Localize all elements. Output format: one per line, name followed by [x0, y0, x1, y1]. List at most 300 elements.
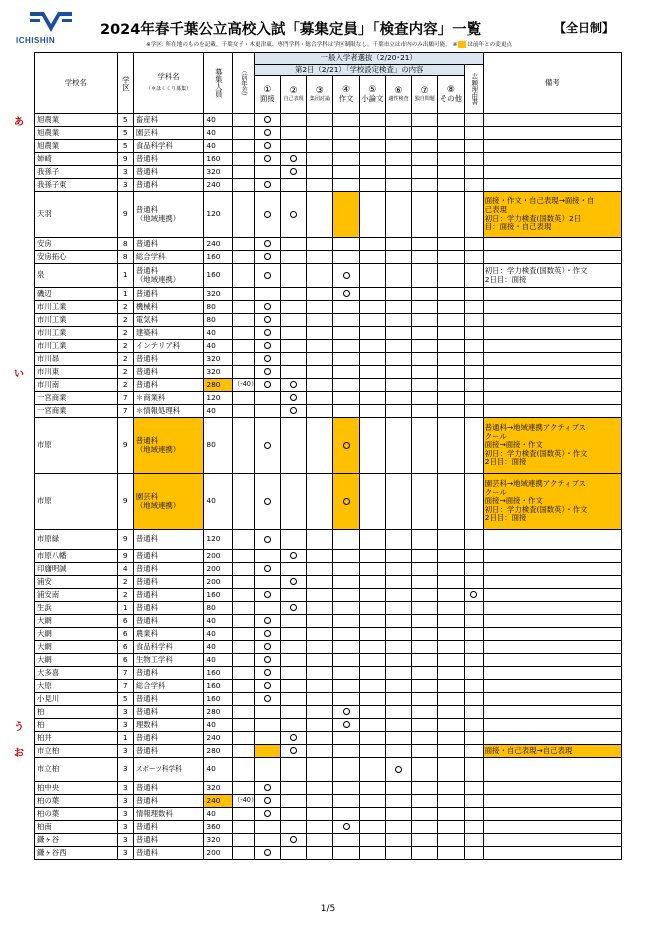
check-cell-8: [438, 353, 464, 366]
reason-cell: [464, 405, 483, 418]
check-cell-1: [254, 680, 280, 693]
school-name: 市川工業: [35, 314, 118, 327]
check-cell-3: [307, 782, 333, 795]
remarks-cell: [483, 589, 621, 602]
check-mark-icon: [343, 823, 350, 830]
table-row: [35, 379, 622, 392]
table-row: [35, 127, 622, 140]
remarks-cell: [483, 238, 621, 251]
district-number: 6: [117, 615, 133, 628]
check-mark-icon: [264, 342, 271, 349]
check-cell-6: [385, 576, 411, 589]
capacity-change: [232, 405, 254, 418]
capacity-value: 80: [204, 418, 232, 474]
check-cell-4: [333, 745, 359, 758]
check-cell-6: [385, 719, 411, 732]
check-cell-6: [385, 654, 411, 667]
school-name: 一宮商業: [35, 405, 118, 418]
check-cell-6: [385, 602, 411, 615]
check-cell-6: [385, 353, 411, 366]
check-cell-4: [333, 166, 359, 179]
check-cell-2: [281, 847, 307, 860]
check-cell-4: [333, 719, 359, 732]
district-number: 3: [117, 847, 133, 860]
department-name: [133, 353, 204, 366]
remark-line: 目：面接・自己表現: [484, 222, 552, 232]
district-number: 7: [117, 667, 133, 680]
capacity-value: 160: [204, 667, 232, 680]
check-cell-6: [385, 314, 411, 327]
check-cell-6: [385, 680, 411, 693]
check-cell-4: [333, 474, 359, 530]
department-name: [133, 795, 204, 808]
check-cell-3: [307, 238, 333, 251]
check-cell-7: [412, 392, 438, 405]
capacity-change: [232, 140, 254, 153]
table-row: [35, 353, 622, 366]
capacity-change: [232, 327, 254, 340]
capacity-change: [232, 732, 254, 745]
department-name: [133, 719, 204, 732]
check-cell-8: [438, 615, 464, 628]
check-mark-icon: [264, 784, 271, 791]
check-cell-5: [359, 808, 385, 821]
check-cell-6: [385, 474, 411, 530]
kana-index-marker: う: [14, 721, 24, 733]
check-cell-4: [333, 821, 359, 834]
check-cell-7: [412, 353, 438, 366]
check-cell-5: [359, 238, 385, 251]
page-note: [146, 40, 512, 48]
remarks-cell: [483, 474, 621, 530]
department-line: 電気科: [135, 314, 158, 324]
school-name: 柏の葉: [35, 795, 118, 808]
table-row: [35, 758, 622, 782]
district-number: 1: [117, 288, 133, 301]
school-name: 大網: [35, 615, 118, 628]
check-cell-6: [385, 327, 411, 340]
check-cell-1: [254, 589, 280, 602]
district-number: 2: [117, 379, 133, 392]
school-name: 柏南: [35, 821, 118, 834]
district-number: 9: [117, 530, 133, 550]
check-number: ⑥: [394, 86, 403, 97]
check-cell-1: [254, 706, 280, 719]
reason-cell: [464, 628, 483, 641]
check-mark-icon: [290, 168, 297, 175]
capacity-change: [232, 530, 254, 550]
capacity-change: [232, 474, 254, 530]
check-cell-1: [254, 732, 280, 745]
capacity-value: 120: [204, 392, 232, 405]
check-cell-1: [254, 114, 280, 127]
check-cell-7: [412, 238, 438, 251]
check-cell-5: [359, 114, 385, 127]
check-mark-icon: [264, 591, 271, 598]
check-cell-7: [412, 314, 438, 327]
department-line: 普通科: [135, 550, 158, 560]
check-cell-1: [254, 821, 280, 834]
check-cell-6: [385, 782, 411, 795]
col-remarks: 備考: [483, 53, 621, 114]
check-cell-5: [359, 353, 385, 366]
check-cell-3: [307, 654, 333, 667]
check-cell-4: [333, 340, 359, 353]
check-cell-2: [281, 392, 307, 405]
check-mark-icon: [290, 155, 297, 162]
check-cell-5: [359, 706, 385, 719]
department-name: [133, 288, 204, 301]
check-cell-3: [307, 314, 333, 327]
district-number: 3: [117, 745, 133, 758]
check-cell-8: [438, 808, 464, 821]
check-cell-4: [333, 301, 359, 314]
capacity-change: [232, 127, 254, 140]
check-cell-4: [333, 758, 359, 782]
check-cell-6: [385, 264, 411, 288]
check-mark-icon: [264, 129, 271, 136]
table-row: [35, 166, 622, 179]
reason-cell: [464, 264, 483, 288]
department-line: 普通科: [135, 379, 158, 389]
department-line: 普通科: [135, 782, 158, 792]
table-row: [35, 340, 622, 353]
check-mark-icon: [290, 747, 297, 754]
check-cell-6: [385, 127, 411, 140]
reason-cell: [464, 353, 483, 366]
table-row: [35, 530, 622, 550]
check-cell-1: [254, 418, 280, 474]
remarks-cell: [483, 127, 621, 140]
check-number: ①: [263, 85, 272, 96]
department-name: [133, 340, 204, 353]
col-check-5: [359, 76, 385, 114]
check-cell-6: [385, 563, 411, 576]
capacity-change: [232, 821, 254, 834]
capacity-value: 320: [204, 834, 232, 847]
ichishin-logo-icon: [28, 10, 74, 34]
check-cell-5: [359, 301, 385, 314]
department-name: [133, 654, 204, 667]
capacity-value: 40: [204, 641, 232, 654]
department-name: [133, 615, 204, 628]
table-row: [35, 719, 622, 732]
capacity-change: [232, 288, 254, 301]
remark-line: 初日：学力検査(国数英）・作文: [484, 448, 588, 458]
department-line: 総合学科: [135, 251, 166, 261]
check-cell-3: [307, 264, 333, 288]
table-row: [35, 847, 622, 860]
col-change: （前年差）: [232, 53, 254, 114]
district-number: 3: [117, 782, 133, 795]
check-cell-4: [333, 366, 359, 379]
capacity-change: [232, 745, 254, 758]
check-cell-2: [281, 530, 307, 550]
capacity-change: [232, 641, 254, 654]
check-cell-1: [254, 179, 280, 192]
remarks-cell: [483, 847, 621, 860]
remark-line: クール: [484, 431, 507, 441]
check-cell-1: [254, 758, 280, 782]
check-cell-3: [307, 550, 333, 563]
table-row: [35, 392, 622, 405]
district-number: 3: [117, 179, 133, 192]
capacity-change: [232, 834, 254, 847]
check-cell-6: [385, 847, 411, 860]
col-capacity: 募集人員: [204, 53, 232, 114]
check-cell-4: [333, 114, 359, 127]
capacity-value: 200: [204, 563, 232, 576]
logo-text: ICHISHIN: [16, 36, 56, 45]
capacity-change: [232, 589, 254, 602]
check-cell-3: [307, 366, 333, 379]
check-cell-4: [333, 654, 359, 667]
table-row: [35, 667, 622, 680]
check-number: ⑤: [368, 85, 377, 96]
district-number: 1: [117, 732, 133, 745]
school-name: 浦安: [35, 576, 118, 589]
check-cell-3: [307, 530, 333, 550]
district-number: 2: [117, 576, 133, 589]
capacity-change: （-40）: [232, 379, 254, 392]
school-name: 磯辺: [35, 288, 118, 301]
table-row: [35, 808, 622, 821]
reason-cell: [464, 706, 483, 719]
check-cell-5: [359, 127, 385, 140]
col-check-1: [254, 76, 280, 114]
school-name: 市立柏: [35, 745, 118, 758]
check-cell-7: [412, 589, 438, 602]
district-number: 3: [117, 719, 133, 732]
check-cell-1: [254, 628, 280, 641]
check-cell-1: [254, 264, 280, 288]
check-cell-8: [438, 140, 464, 153]
check-cell-5: [359, 602, 385, 615]
check-cell-6: [385, 641, 411, 654]
check-cell-4: [333, 405, 359, 418]
remarks-cell: [483, 251, 621, 264]
school-name: 大網: [35, 641, 118, 654]
capacity-value: 40: [204, 628, 232, 641]
department-line: 普通科: [135, 834, 158, 844]
capacity-value: 40: [204, 114, 232, 127]
check-cell-5: [359, 288, 385, 301]
check-cell-5: [359, 192, 385, 238]
check-cell-6: [385, 379, 411, 392]
capacity-change: [232, 667, 254, 680]
check-cell-1: [254, 576, 280, 589]
district-number: 3: [117, 808, 133, 821]
department-name: [133, 834, 204, 847]
school-name: 市川東: [35, 366, 118, 379]
table-row: [35, 821, 622, 834]
check-cell-7: [412, 550, 438, 563]
check-cell-5: [359, 667, 385, 680]
capacity-value: 360: [204, 821, 232, 834]
capacity-change: [232, 179, 254, 192]
check-cell-8: [438, 192, 464, 238]
reason-cell: [464, 238, 483, 251]
check-mark-icon: [470, 591, 477, 598]
col-general: 一般入学者選抜（2/20･21）: [254, 53, 483, 65]
check-cell-4: [333, 288, 359, 301]
reason-cell: [464, 153, 483, 166]
capacity-change: （-40）: [232, 795, 254, 808]
check-cell-2: [281, 127, 307, 140]
table-row: [35, 654, 622, 667]
reason-cell: [464, 745, 483, 758]
capacity-change: [232, 166, 254, 179]
district-number: 2: [117, 340, 133, 353]
table-row: [35, 782, 622, 795]
check-cell-8: [438, 327, 464, 340]
table-row: [35, 192, 622, 238]
capacity-change: [232, 847, 254, 860]
check-mark-icon: [343, 721, 350, 728]
table-row: [35, 418, 622, 474]
check-cell-6: [385, 140, 411, 153]
capacity-value: 280: [204, 745, 232, 758]
check-cell-7: [412, 693, 438, 706]
check-cell-1: [254, 745, 280, 758]
kana-index-marker: い: [14, 368, 24, 380]
remarks-cell: [483, 192, 621, 238]
check-mark-icon: [264, 329, 271, 336]
check-cell-5: [359, 563, 385, 576]
remarks-cell: [483, 732, 621, 745]
check-cell-2: [281, 140, 307, 153]
school-name: 天羽: [35, 192, 118, 238]
col-check-2: [281, 76, 307, 114]
check-cell-6: [385, 667, 411, 680]
check-cell-2: [281, 563, 307, 576]
check-cell-2: [281, 654, 307, 667]
capacity-change: [232, 392, 254, 405]
table-row: [35, 834, 622, 847]
check-cell-6: [385, 366, 411, 379]
department-line: 普通科: [135, 366, 158, 376]
table-row: [35, 615, 622, 628]
check-cell-3: [307, 392, 333, 405]
reason-cell: [464, 782, 483, 795]
capacity-change: [232, 192, 254, 238]
school-name: 大網: [35, 654, 118, 667]
remarks-cell: [483, 628, 621, 641]
check-number: ③: [315, 86, 324, 97]
check-cell-1: [254, 379, 280, 392]
check-cell-1: [254, 530, 280, 550]
school-name: 市川南: [35, 379, 118, 392]
check-cell-7: [412, 706, 438, 719]
check-label: 小論文: [361, 94, 384, 104]
check-mark-icon: [264, 381, 271, 388]
check-cell-1: [254, 314, 280, 327]
check-cell-7: [412, 782, 438, 795]
district-number: 2: [117, 366, 133, 379]
check-mark-icon: [264, 797, 271, 804]
check-cell-7: [412, 140, 438, 153]
capacity-change: [232, 238, 254, 251]
check-mark-icon: [264, 669, 271, 676]
capacity-change: [232, 693, 254, 706]
reason-cell: [464, 140, 483, 153]
check-cell-3: [307, 745, 333, 758]
check-cell-2: [281, 251, 307, 264]
check-mark-icon: [264, 272, 271, 279]
department-name: [133, 238, 204, 251]
remarks-cell: [483, 301, 621, 314]
department-line: 食品科学科: [135, 140, 173, 150]
check-cell-4: [333, 706, 359, 719]
check-cell-8: [438, 693, 464, 706]
check-cell-5: [359, 758, 385, 782]
remark-line: 己表現: [484, 204, 507, 214]
remarks-cell: [483, 782, 621, 795]
reason-cell: [464, 392, 483, 405]
table-row: [35, 264, 622, 288]
check-cell-7: [412, 192, 438, 238]
department-name: [133, 563, 204, 576]
capacity-value: 40: [204, 140, 232, 153]
check-cell-5: [359, 641, 385, 654]
department-name: [133, 576, 204, 589]
check-cell-8: [438, 251, 464, 264]
check-cell-5: [359, 821, 385, 834]
check-cell-3: [307, 758, 333, 782]
capacity-value: 320: [204, 353, 232, 366]
check-cell-1: [254, 127, 280, 140]
check-cell-1: [254, 693, 280, 706]
check-cell-5: [359, 628, 385, 641]
check-cell-2: [281, 405, 307, 418]
school-name: 印旛明誠: [35, 563, 118, 576]
remark-line: 2日目：面接: [484, 457, 527, 467]
district-number: 9: [117, 192, 133, 238]
check-cell-8: [438, 340, 464, 353]
check-cell-6: [385, 192, 411, 238]
school-name: 市川工業: [35, 301, 118, 314]
capacity-value: 320: [204, 288, 232, 301]
check-cell-3: [307, 821, 333, 834]
department-name: [133, 706, 204, 719]
department-line: 普通科: [135, 265, 158, 275]
district-number: 3: [117, 821, 133, 834]
department-name: [133, 327, 204, 340]
check-label: 適性検査: [388, 95, 409, 102]
check-cell-4: [333, 615, 359, 628]
check-cell-8: [438, 238, 464, 251]
check-cell-8: [438, 795, 464, 808]
district-number: 4: [117, 563, 133, 576]
capacity-change: [232, 251, 254, 264]
department-name: [133, 140, 204, 153]
check-cell-6: [385, 615, 411, 628]
check-cell-7: [412, 847, 438, 860]
check-mark-icon: [264, 498, 271, 505]
check-cell-4: [333, 641, 359, 654]
check-cell-7: [412, 615, 438, 628]
reason-cell: [464, 641, 483, 654]
school-name: 市原八幡: [35, 550, 118, 563]
school-name: 旭農業: [35, 127, 118, 140]
check-cell-3: [307, 327, 333, 340]
check-mark-icon: [264, 303, 271, 310]
remark-line: 初日：学力検査(国数英）・作文: [484, 504, 588, 514]
department-line: スポーツ科学科: [135, 764, 182, 773]
check-cell-5: [359, 314, 385, 327]
school-name: 市川工業: [35, 327, 118, 340]
department-line: 普通科: [135, 589, 158, 599]
